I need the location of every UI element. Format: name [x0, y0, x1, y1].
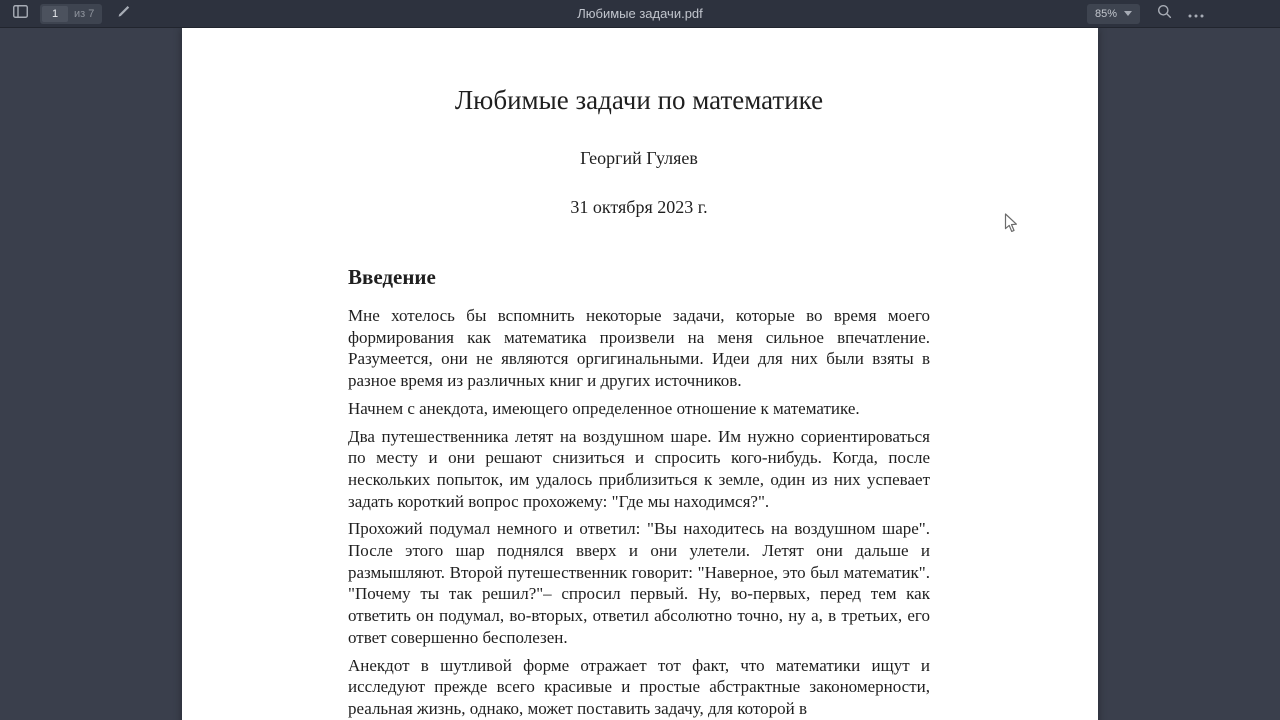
pdf-page	[182, 28, 1098, 720]
sidebar-toggle-button[interactable]	[8, 3, 32, 25]
chevron-down-icon	[1124, 11, 1132, 16]
search-button[interactable]	[1152, 3, 1176, 25]
paragraph: Мне хотелось бы вспомнить некоторые задачи, которые во время моего формирования как математика произвели на меня сильное впечатление. Разумеется, они не являются оргигинальными. Идеи для них были взяты в разное время из различных книг и других источников.	[348, 306, 930, 391]
paragraph: Начнем с анекдота, имеющего определенное отношение к математике.	[348, 398, 860, 418]
paragraph: Прохожий подумал немного и ответил: "Вы находитесь на воздушном шаре". После этого шар поднялся вверх и они улетели. Летят они дальше и размышляют. Второй путешественник говорит: "Наверное, это был математик". "Почему ты так решил?"– спросил первый. Ну, во-первых, перед тем как ответить он подумал, во-вторых, ответил абсолютно точно, ну а, в третьих, его ответ совершенно бесполезен.	[348, 519, 930, 647]
sidebar-panel-icon	[13, 5, 28, 23]
more-options-button[interactable]	[1184, 3, 1208, 25]
document-date: 31 октября 2023 г.	[570, 197, 708, 217]
document-heading: Любимые задачи по математике	[454, 85, 824, 115]
document-title: Любимые задачи.pdf	[577, 6, 703, 21]
toolbar-right-group	[1087, 3, 1280, 25]
page-navigation-box	[40, 4, 102, 24]
zoom-dropdown[interactable]	[1087, 4, 1140, 24]
pencil-icon	[117, 4, 131, 23]
pdf-toolbar	[0, 0, 1280, 28]
document-author: Георгий Гуляев	[580, 148, 698, 168]
paragraph: Анекдот в шутливой форме отражает тот факт, что математики ищут и исследуют прежде всего красивые и простые абстрактные закономерности, реальная жизнь, однако, может поставить задачу, для которой в	[348, 655, 930, 718]
section-heading: Введение	[348, 265, 436, 289]
toolbar-left-group	[0, 3, 136, 25]
search-icon	[1157, 4, 1172, 24]
document-canvas	[0, 28, 1280, 720]
paragraph: Два путешественника летят на воздушном шаре. Им нужно сориентироваться по месту и они решают снизиться и спросить кого-нибудь. Когда, после нескольких попыток, им удалось приблизиться к земле, один из них успевает задать короткий вопрос прохожему: "Где мы находимся?".	[348, 426, 930, 511]
ellipsis-icon	[1188, 5, 1204, 23]
document-body	[348, 305, 930, 720]
page-count-label: из 7	[74, 7, 95, 20]
zoom-level-label: 85%	[1094, 7, 1117, 20]
annotate-button[interactable]	[112, 3, 136, 25]
page-number-input[interactable]	[42, 6, 68, 22]
